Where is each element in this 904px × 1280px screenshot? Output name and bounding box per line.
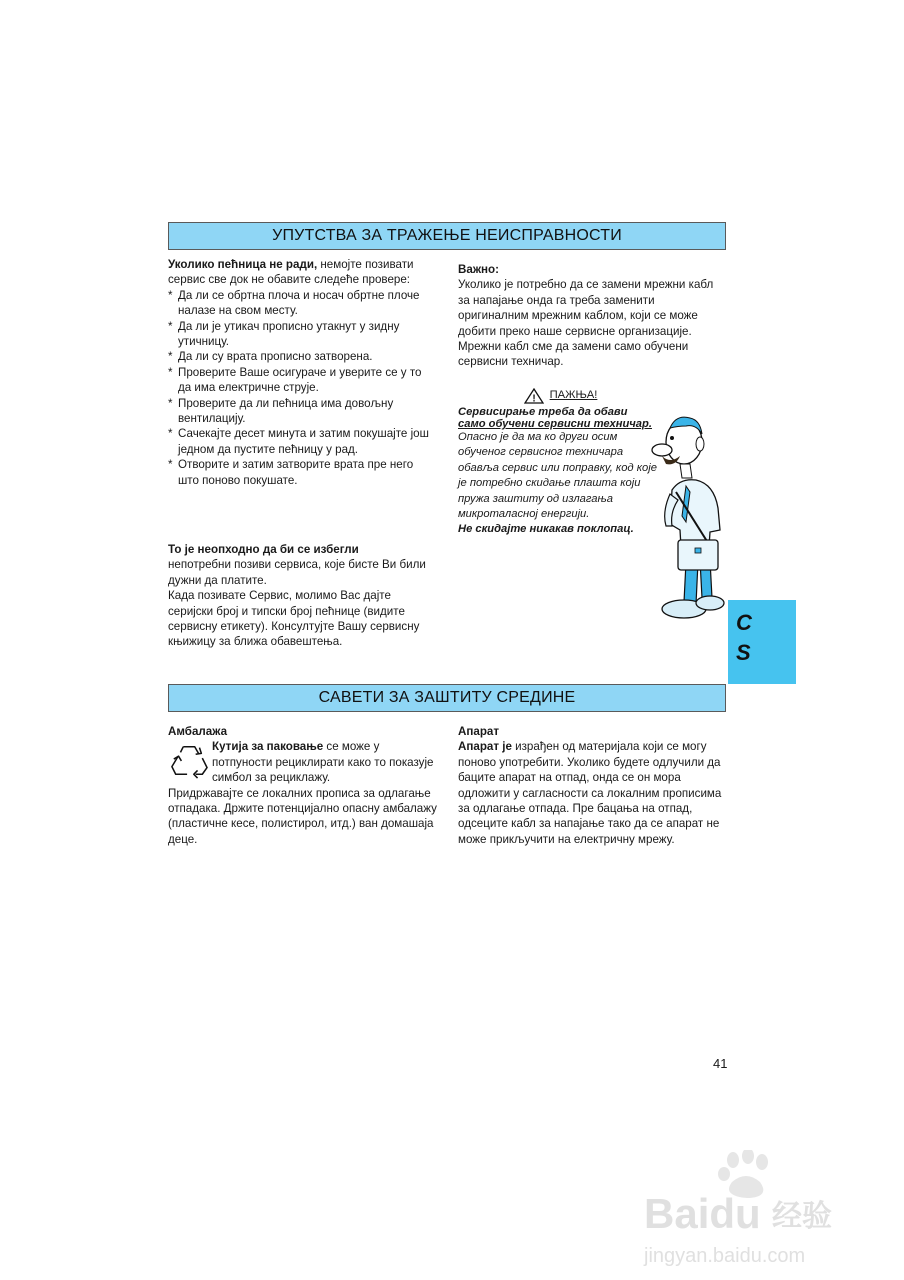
recycle-icon xyxy=(170,741,208,779)
important-block xyxy=(458,262,720,370)
svg-text:Baidu: Baidu xyxy=(644,1190,761,1237)
tab-letter-s: S xyxy=(736,640,751,665)
service-call-block xyxy=(168,542,436,650)
warning-title: ПАЖЊА! xyxy=(549,389,598,402)
tab-letter-c: C xyxy=(736,610,752,635)
svg-text:jingyan.baidu.com: jingyan.baidu.com xyxy=(644,1245,806,1267)
warning-final: Не скидајте никакав поклопац. xyxy=(458,523,634,536)
troubleshooting-left-column xyxy=(168,257,436,488)
warning-block xyxy=(458,388,663,538)
avoid-text: непотребни позиви сервиса, које бисте Ви били дужни да платите. xyxy=(168,558,426,587)
bullet-item: * Да ли су врата прописно затворена. xyxy=(168,350,373,364)
appliance-block xyxy=(458,724,726,847)
svg-text:!: ! xyxy=(531,393,536,404)
page-number: 41 xyxy=(713,1056,728,1071)
warning-bold-1: Сервисирање треба да обави xyxy=(458,406,628,418)
important-text-2: Мрежни кабл сме да замени само обучени сервисни техничар. xyxy=(458,340,689,369)
call-service-text: Када позивате Сервис, молимо Вас дајте серијски број и типски број пећнице (видите сервисну етикету). Консултујте Вашу сервисну књижицу за ближа обавештења. xyxy=(168,589,420,649)
appliance-heading: Апарат xyxy=(458,725,500,738)
packaging-text-2: Придржавајте се локалних прописа за одлагање отпадака. Држите потенцијално опасну амбалажу (пластичне кесе, полистирол, итд.) ван домашаја деце. xyxy=(168,786,437,846)
svg-text:经验: 经验 xyxy=(772,1199,832,1234)
bullet-item: * Проверите Ваше осигураче и уверите се у то да има електричне струје. xyxy=(168,365,422,395)
avoid-heading: То је неопходно да би се избегли xyxy=(168,543,359,556)
baidu-watermark xyxy=(640,1150,850,1275)
bullet-item: * Проверите да ли пећница има довољну вентилацију. xyxy=(168,396,394,426)
bullet-item: * Отворите и затим затворите врата пре него што поново покушате. xyxy=(168,458,414,487)
intro-paragraph: Уколико пећница не ради, немојте позивати сервис све док не обавите следеће провере: xyxy=(168,258,414,287)
paw-logo-icon xyxy=(640,1150,850,1270)
packaging-heading: Амбалажа xyxy=(168,725,228,738)
warning-triangle-icon xyxy=(524,388,544,404)
warning-header xyxy=(458,388,663,404)
important-heading: Важно: xyxy=(458,263,499,276)
packaging-block xyxy=(168,724,440,847)
important-text: Уколико је потребно да се замени мрежни кабл за напајање онда га треба заменити оригиналним мрежним каблом, који се може добити преко наше сервисне организације. xyxy=(458,278,714,338)
language-tab-cs xyxy=(728,600,796,684)
bullet-item: * Да ли је утикач прописно утакнут у зидну утичницу. xyxy=(168,319,400,349)
bullet-item: * Да ли се обртна плоча и носач обртне плоче налазе на свом месту. xyxy=(168,288,420,318)
warning-bold-2: само обучени сервисни техничар. xyxy=(458,418,652,430)
bullet-item: * Сачекајте десет минута и затим покушајте још једном да пустите пећницу у рад. xyxy=(168,427,429,456)
section-title-troubleshooting: УПУТСТВА ЗА ТРАЖЕЊЕ НЕИСПРАВНОСТИ xyxy=(168,222,726,250)
section-title-environment: САВЕТИ ЗА ЗАШТИТУ СРЕДИНЕ xyxy=(168,684,726,712)
packaging-text: Кутија за паковање се може у потпуности рециклирати како то показује симбол за рециклажу. xyxy=(212,740,434,785)
technician-illustration xyxy=(640,412,730,624)
warning-italic-text: Опасно је да ма ко други осим обученог сервисног техничара обавља сервис или поправку, код које је потребно скидање плашта који пружа заштиту од излагања микроталасној енергији. xyxy=(458,431,657,521)
appliance-text: Апарат је израђен од материјала који се могу поново употребити. Уколико будете одлучили да баците апарат на отпад, онда се он мора одложити у сагласности са локалним прописима за одлагање отпада. Пре бацања на отпад, одсеците кабл за напајање тако да се апарат не може прикључити на електричну мрежу. xyxy=(458,740,722,846)
